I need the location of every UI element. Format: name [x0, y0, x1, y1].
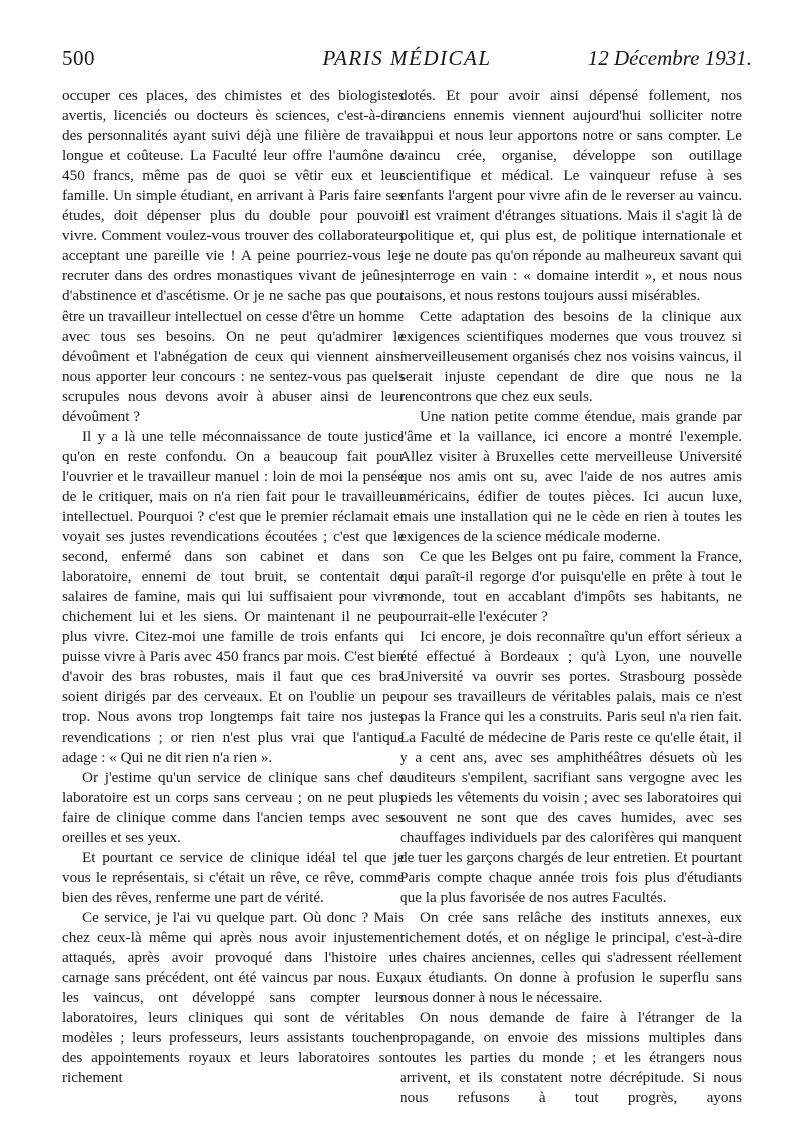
paragraph: Ce service, je l'ai vu quelque part. Où donc ? Mais chez ceux-là même qui après nous avoir injustement attaqués, après avoir provoqué dans l'histoire un carnage sans précédent, ont été vaincus par nous. Eux, les vaincus, ont développé sans compter leurs laboratoires, leurs cliniques qui sont de véritables modèles ; leurs professeurs, leurs assistants touchent des appointements royaux et leurs laboratoires sont richement	[62, 908, 404, 1087]
issue-date: 12 Décembre 1931.	[587, 46, 752, 70]
paragraph: occuper ces places, des chimistes et des biologistes avertis, licenciés ou docteurs ès sciences, c'est-à-dire des personnalités ayant suivi déjà une filière de travail longue et coûteuse. La Faculté leur offre l'aumône de 450 francs, même pas de quoi se vêtir eux et leur famille. Un simple étudiant, en arrivant à Paris faire ses études, doit dépenser plus du double pour pouvoir vivre. Comment voulez-vous trouver des collaborateurs acceptant une pareille vie ! A peine pourriez-vous les recruter dans des ordres monastiques vivant de jeûnes, d'abstinence et d'ascétisme. Or je ne sache pas que pour être un travailleur intellectuel on cesse d'être un homme avec tous ses besoins. On ne peut qu'admirer le dévoûment et l'abnégation de ceux qui viennent ainsi nous apporter leur concours : ne sentez-vous pas quels scrupules nous devons avoir à abuser ainsi de leur dévoûment ?	[62, 87, 404, 425]
paragraph: Il y a là une telle méconnaissance de toute justice qu'on en reste confondu. On a beaucoup fait pour l'ouvrier et le travailleur manuel : loin de moi la pensée de le critiquer, mais on n'a rien fait pour le travailleur intellectuel. Pourquoi ? c'est que le premier réclamait et voyait ses justes revendications écoutées ; c'est que le second, enfermé dans son cabinet et dans son laboratoire, ennemi de tout bruit, se contentait de salaires de famine, mais qui lui suffisaient pour vivre chichement lui et les siens. Or maintenant il ne peut plus vivre. Citez-moi une famille de trois enfants qui puisse vivre à Paris avec 450 francs par mois. C'est bien d'avoir des bras robustes, mais il faut que ces bras soient dirigés par des cerveaux. Et on l'oublie un peu trop. Nous avons trop longtemps fait taire nos justes revendications ; or rien n'est plus vrai que l'antique adage : « Qui ne dit rien n'a rien ».	[62, 427, 404, 766]
page-number: 500	[62, 46, 95, 70]
paragraph: dotés. Et pour avoir ainsi dépensé follement, nos anciens ennemis viennent aujourd'hui solliciter notre appui et nous leur apportons notre or sans compter. Le vaincu crée, organise, développe son outillage scientifique et médical. Le vainqueur refuse à ses enfants l'argent pour vivre afin de le reverser au vaincu. Il est vraiment d'étranges situations. Mais il s'agit là de politique et, qui plus est, de politique internationale et je ne doute pas qu'on réponde au malheureux savant qui interroge en vain : « domaine interdit », et nous nous taisons, et nous restons toujours aussi misérables.	[400, 87, 742, 305]
left-column	[62, 86, 404, 1088]
journal-title: PARIS MÉDICAL	[322, 46, 492, 70]
paragraph: On crée sans relâche des instituts annexes, eux richement dotés, et on néglige le principal, c'est-à-dire les chaires anciennes, celles qui s'adressent réellement aux étudiants. On donne à profusion le superflu sans nous donner à nous le nécessaire.	[400, 908, 742, 1007]
right-column	[400, 86, 742, 1108]
paragraph: Une nation petite comme étendue, mais grande par l'âme et la vaillance, ici encore a montré l'exemple. Allez visiter à Bruxelles cette merveilleuse Université que nos amis ont su, avec l'aide de nos autres amis américains, édifier de toutes pièces. Ici aucun luxe, mais une installation qui ne le cède en rien à toutes les exigences de la science médicale moderne.	[400, 407, 742, 546]
paragraph: Et pourtant ce service de clinique idéal tel que je vous le représentais, si c'était un rêve, ce rêve, comme bien des rêves, renferme une part de vérité.	[62, 848, 404, 906]
page-header	[62, 46, 752, 80]
paragraph: Ici encore, je dois reconnaître qu'un effort sérieux a été effectué à Bordeaux ; qu'à Lyon, une nouvelle Université va ouvrir ses portes. Strasbourg possède pour ses travailleurs de véritables palais, mais ce n'est pas la France qui les a construits. Paris seul n'a rien fait. La Faculté de médecine de Paris reste ce qu'elle était, il y a cent ans, avec ses amphithéâtres désuets où les auditeurs s'empilent, sacrifiant sans vergogne avec les pieds les vêtements du voisin ; avec ses laboratoires qui souvent ne sont que des caves humides, avec ses chauffages individuels par des calorifères qui manquent de tuer les garçons chargés de leur entretien. Et pourtant Paris compte chaque année trois fois plus d'étudiants que la plus favorisée de nos autres Facultés.	[400, 628, 742, 906]
paragraph: On nous demande de faire à l'étranger de la propagande, on envoie des missions multiples dans toutes les parties du monde ; et les étrangers nous arrivent, et ils constatent notre décrépitude. Si nous nous refusons à tout progrès, ayons	[400, 1009, 742, 1107]
paragraph: Ce que les Belges ont pu faire, comment la France, qui paraît-il regorge d'or puisqu'elle en prête à tout le monde, tout en accablant d'impôts ses habitants, ne pourrait-elle l'exécuter ?	[400, 548, 742, 626]
paragraph: Or j'estime qu'un service de clinique sans chef de laboratoire est un corps sans cerveau ; on ne peut plus faire de clinique comme dans l'ancien temps avec ses oreilles et ses yeux.	[62, 768, 404, 846]
paragraph: Cette adaptation des besoins de la clinique aux exigences scientifiques modernes que vous trouvez si merveilleusement organisés chez nos voisins vaincus, il serait injuste cependant de dire que nous ne la rencontrons que chez eux seuls.	[400, 307, 742, 405]
